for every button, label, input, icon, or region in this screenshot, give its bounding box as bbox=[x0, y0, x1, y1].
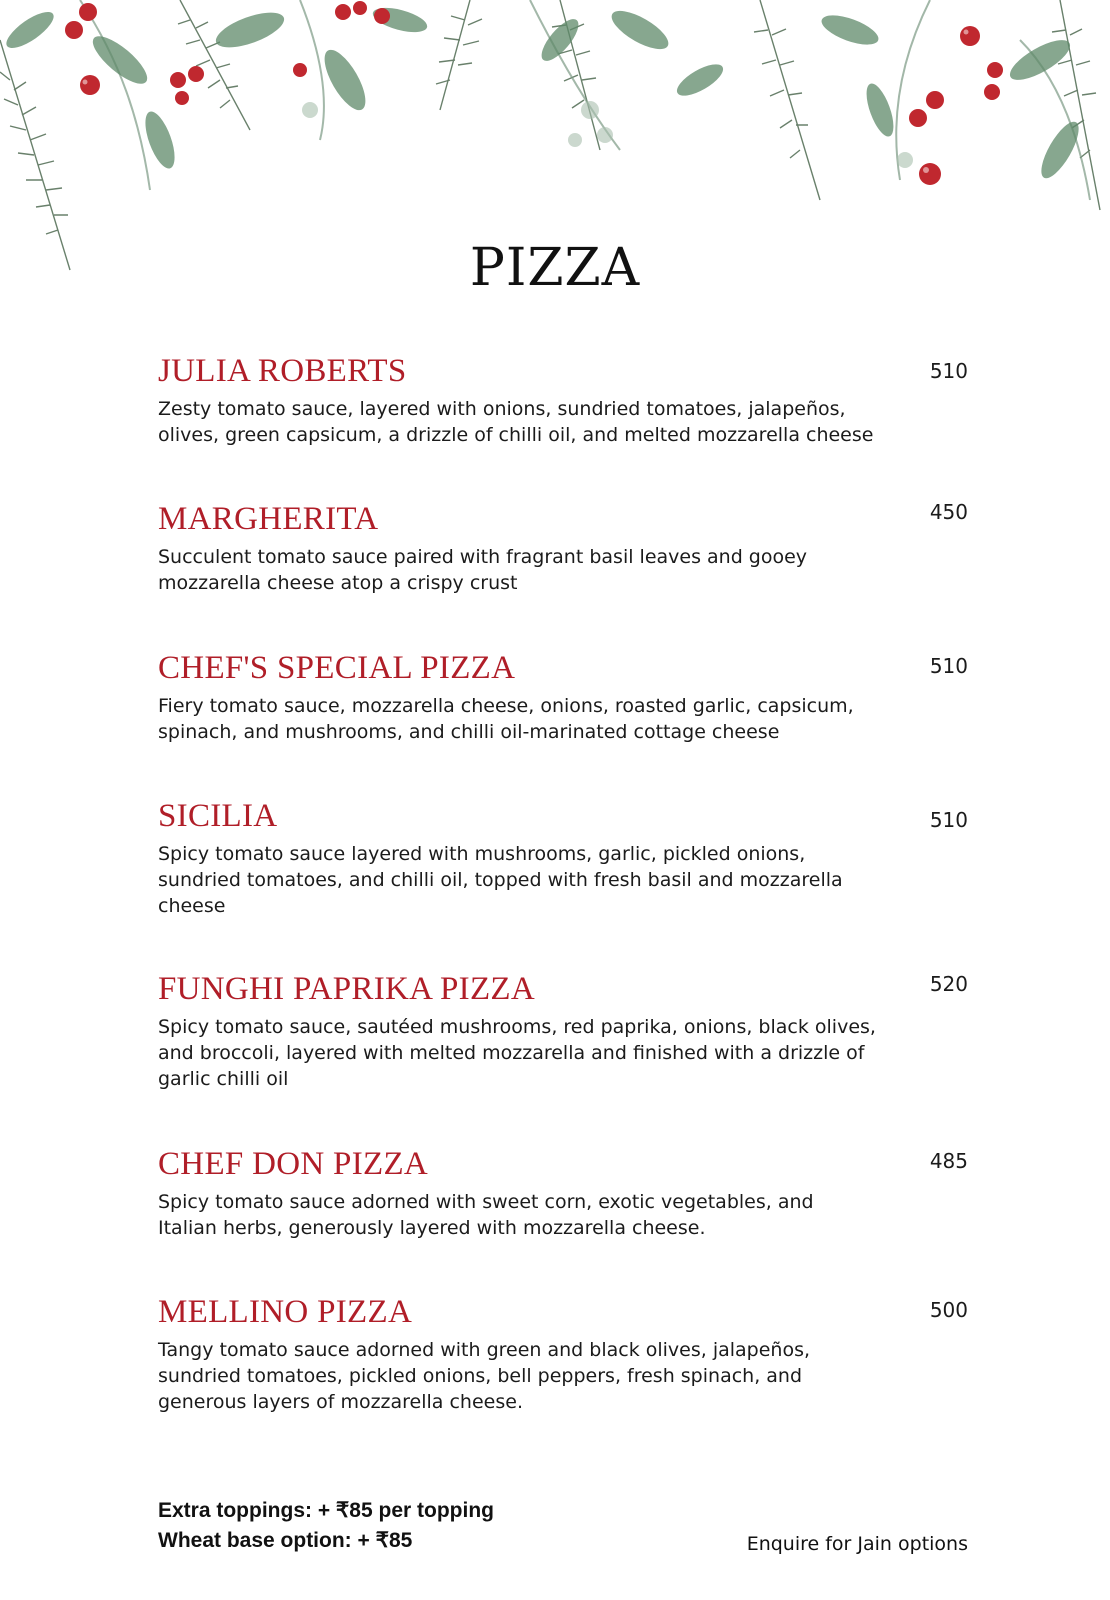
wheat-base-note: Wheat base option: + ₹85 bbox=[158, 1529, 413, 1552]
menu-item bbox=[158, 500, 968, 596]
item-price: 510 bbox=[929, 808, 968, 832]
item-name: JULIA ROBERTS bbox=[158, 353, 407, 389]
item-name: MELLINO PIZZA bbox=[158, 1294, 413, 1330]
item-price: 485 bbox=[929, 1149, 968, 1173]
item-name: MARGHERITA bbox=[158, 501, 379, 537]
page-title: PIZZA bbox=[469, 238, 641, 298]
menu-item bbox=[158, 1148, 968, 1241]
menu-item bbox=[158, 973, 968, 1092]
extra-toppings-note: Extra toppings: + ₹85 per topping bbox=[158, 1499, 494, 1522]
item-description: Spicy tomato sauce, sautéed mushrooms, red paprika, onions, black olives, and broccoli, layered with melted mozzarella and finished with a drizzle of garlic chilli oil bbox=[158, 1016, 876, 1090]
menu-item bbox=[158, 800, 968, 919]
menu-item bbox=[158, 652, 968, 745]
menu-item bbox=[158, 1296, 968, 1415]
jain-options-note: Enquire for Jain options bbox=[746, 1533, 968, 1555]
item-price: 450 bbox=[929, 500, 968, 524]
item-description: Spicy tomato sauce layered with mushrooms, garlic, pickled onions, sundried tomatoes, and chilli oil, topped with fresh basil and mozzarella cheese bbox=[158, 843, 843, 917]
item-name: FUNGHI PAPRIKA PIZZA bbox=[158, 971, 536, 1007]
item-name: SICILIA bbox=[158, 798, 278, 834]
item-name: CHEF DON PIZZA bbox=[158, 1146, 429, 1182]
item-price: 510 bbox=[929, 359, 968, 383]
item-description: Fiery tomato sauce, mozzarella cheese, onions, roasted garlic, capsicum, spinach, and mushrooms, and chilli oil-marinated cottage cheese bbox=[158, 695, 854, 743]
item-description: Spicy tomato sauce adorned with sweet corn, exotic vegetables, and Italian herbs, generously layered with mozzarella cheese. bbox=[158, 1191, 814, 1239]
item-description: Tangy tomato sauce adorned with green and black olives, jalapeños, sundried tomatoes, pickled onions, bell peppers, fresh spinach, and generous layers of mozzarella cheese. bbox=[158, 1339, 811, 1413]
menu-item bbox=[158, 355, 968, 448]
item-price: 510 bbox=[929, 654, 968, 678]
item-price: 520 bbox=[929, 972, 968, 996]
item-name: CHEF'S SPECIAL PIZZA bbox=[158, 650, 516, 686]
item-description: Succulent tomato sauce paired with fragrant basil leaves and gooey mozzarella cheese atop a crispy crust bbox=[158, 546, 808, 594]
item-description: Zesty tomato sauce, layered with onions, sundried tomatoes, jalapeños, olives, green capsicum, a drizzle of chilli oil, and melted mozzarella cheese bbox=[158, 398, 874, 446]
item-price: 500 bbox=[929, 1298, 968, 1322]
